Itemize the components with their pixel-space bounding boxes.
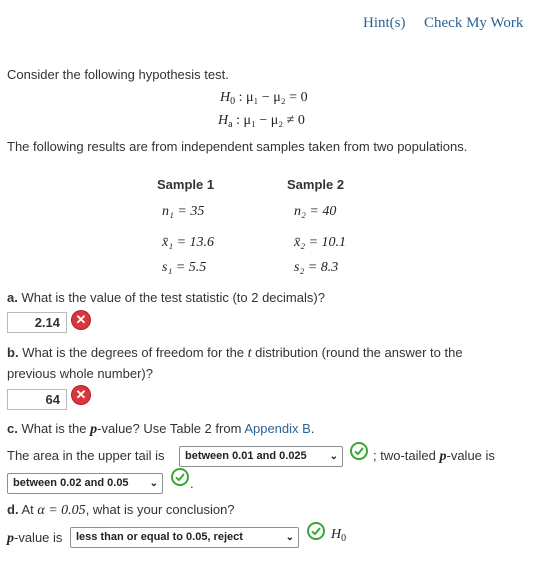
question-b-line2: previous whole number)? <box>7 366 153 381</box>
alternative-hypothesis: $H_a$ : μ₁ − μ₂ ≠ 0 <box>218 113 305 130</box>
hints-link[interactable]: Hint(s) <box>363 15 406 31</box>
two-tailed-label: ; two-tailed p-value is <box>373 448 495 464</box>
chevron-down-icon: ⌄ <box>149 478 158 489</box>
chevron-down-icon: ⌄ <box>329 451 338 462</box>
upper-tail-area-select[interactable]: between 0.01 and 0.025 ⌄ <box>179 446 343 467</box>
question-c-line1: c. What is the p-value? Use Table 2 from Appendix B. <box>7 421 315 437</box>
trailing-period: . <box>190 476 194 491</box>
n2-value: n₂ = 40 <box>294 204 337 219</box>
mean1-value: x̄₁ = 13.6 <box>162 235 215 250</box>
appendix-b-link[interactable]: Appendix B <box>244 421 311 436</box>
correct-check-icon <box>171 468 189 486</box>
results-text: The following results are from independent samples taken from two populations. <box>7 139 468 154</box>
incorrect-icon: ✕ <box>72 311 90 329</box>
pvalue-label: p-value is <box>7 530 63 546</box>
sd2-value: s₂ = 8.3 <box>294 260 339 275</box>
sample2-header: Sample 2 <box>287 177 345 192</box>
upper-tail-label: The area in the upper tail is <box>7 448 165 463</box>
sd1-value: s₁ = 5.5 <box>162 260 207 275</box>
chevron-down-icon: ⌄ <box>285 532 294 543</box>
sample1-header: Sample 1 <box>157 177 215 192</box>
correct-check-icon <box>307 522 325 540</box>
correct-check-icon <box>350 442 368 460</box>
mean2-value: x̄₂ = 10.1 <box>294 235 347 250</box>
two-tailed-pvalue-select[interactable]: between 0.02 and 0.05 ⌄ <box>7 473 163 494</box>
degrees-of-freedom-input[interactable]: 64 <box>7 389 67 410</box>
check-my-work-link[interactable]: Check My Work <box>424 15 524 31</box>
null-hypothesis: $H_0$ : μ₁ − μ₂ = 0 <box>220 90 308 107</box>
test-statistic-input[interactable]: 2.14 <box>7 312 67 333</box>
n1-value: n₁ = 35 <box>162 204 205 219</box>
question-a: a. What is the value of the test statistic (to 2 decimals)? <box>7 290 325 305</box>
question-b-line1: b. What is the degrees of freedom for the t distribution (round the answer to the <box>7 345 463 361</box>
h0-symbol: $H_0$ <box>331 527 347 544</box>
conclusion-select[interactable]: less than or equal to 0.05, reject ⌄ <box>70 527 299 548</box>
incorrect-icon: ✕ <box>72 386 90 404</box>
intro-text: Consider the following hypothesis test. <box>7 67 229 82</box>
question-d-line1: d. At α = 0.05, what is your conclusion? <box>7 502 235 518</box>
